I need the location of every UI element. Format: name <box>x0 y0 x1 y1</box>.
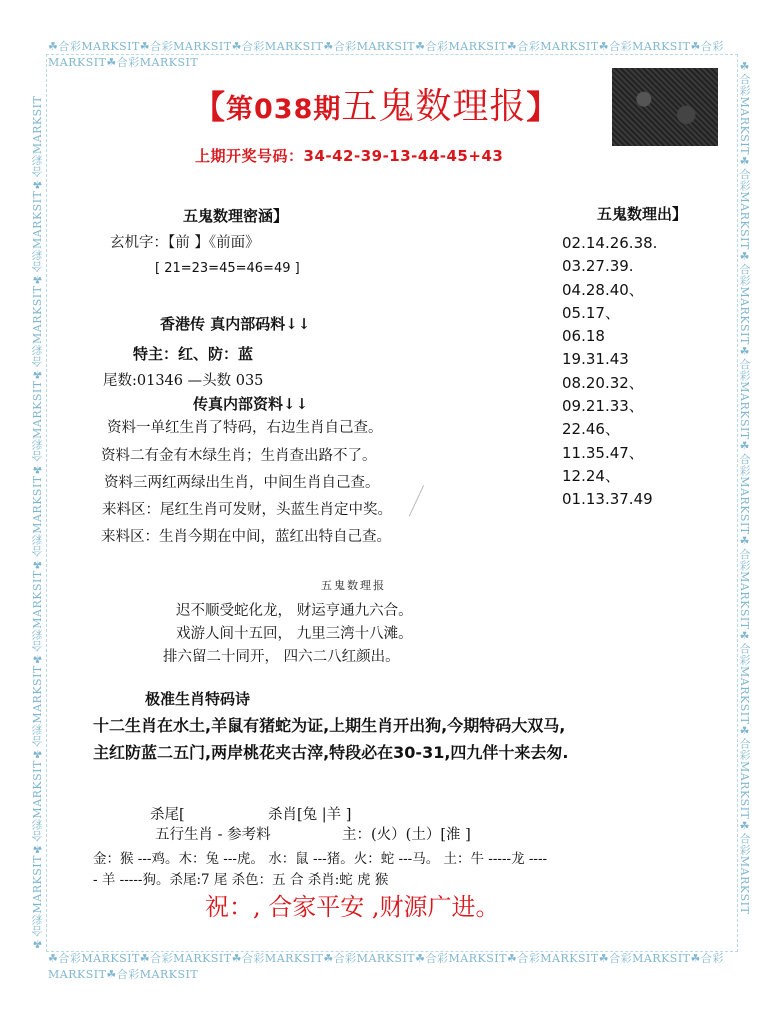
title-bracket-open: 【 <box>193 88 227 126</box>
watermark-left: ☘合彩MARKSIT☘合彩MARKSIT☘合彩MARKSIT☘合彩MARKSIT☘合彩MARKSIT☘合彩MARKSIT☘合彩MARKSIT☘合彩MARKSIT☘合彩MARKSIT <box>31 95 44 950</box>
number-list-item: 03.27.39. <box>562 257 634 276</box>
section-title-chu: 五鬼数理出】 <box>597 205 688 223</box>
material-item-3: 资料三两红两绿出生肖，中间生肖自己查。 <box>104 475 380 491</box>
material-item-5: 来料区：生肖今期在中间，蓝红出特自己查。 <box>101 529 391 545</box>
number-list-item: 01.13.37.49 <box>562 490 653 509</box>
number-list-item: 22.46、 <box>562 420 620 439</box>
poem-line-3: 排六留二十同开， 四六二八红颜出。 <box>163 649 400 665</box>
shaxiao-label: 杀肖[兔 |羊 ] <box>268 807 352 823</box>
weishu-text: 尾数:01346 —头数 035 <box>103 373 264 389</box>
issue-number: 第038期 <box>226 94 342 125</box>
number-list-item: 04.28.40、 <box>562 280 644 299</box>
number-list <box>562 232 657 512</box>
shawei-label: 杀尾[ <box>150 807 185 823</box>
number-list-item: 11.35.47、 <box>562 443 644 462</box>
zodiac-poem-line-2: 主红防蓝二五门,两岸桃花夹古滓,特段必在30-31,四九伴十来去匆. <box>93 743 569 762</box>
number-list-item: 02.14.26.38. <box>562 234 658 252</box>
page-title <box>193 78 559 129</box>
watermark-right: ☘合彩MARKSIT☘合彩MARKSIT☘合彩MARKSIT☘合彩MARKSIT☘合彩MARKSIT☘合彩MARKSIT☘合彩MARKSIT☘合彩MARKSIT☘合彩MARKSIT <box>738 60 751 915</box>
section-title-mihan: 五鬼数理密涵】 <box>183 207 289 225</box>
number-list-item: 19.31.43 <box>562 350 629 369</box>
number-list-item: 09.21.33、 <box>562 397 644 416</box>
number-list-item: 08.20.32、 <box>562 373 644 392</box>
qr-code-image <box>612 68 718 146</box>
material-item-2: 资料二有金有木绿生肖；生肖查出路不了。 <box>101 448 377 464</box>
hk-fax-title: 香港传 真内部码料↓↓ <box>160 315 311 333</box>
poem-line-1: 迟不顺受蛇化龙， 财运亨通九六合。 <box>176 603 413 619</box>
tezhu-text: 特主：红、防：蓝 <box>133 345 254 363</box>
wuxing-label: 五行生肖 - 参考料 <box>155 827 271 843</box>
poem-line-2: 戏游人间十五回， 九里三湾十八滩。 <box>176 626 413 642</box>
zhu-label: 主：(火）(土）[淮 ] <box>342 827 471 843</box>
previous-draw-numbers: 上期开奖号码：34-42-39-13-44-45+43 <box>195 147 504 165</box>
blessing-text: 祝：, 合家平安 ,财源广进。 <box>205 893 500 921</box>
xuanji-text: 玄机字：【前 】《前面》 <box>110 235 260 251</box>
number-list-item: 06.18 <box>562 327 605 346</box>
fax-material-title: 传真内部资料↓↓ <box>193 395 309 413</box>
five-elements-line: 金：猴 ---鸡。木：兔 ---虎。 水：鼠 ---猪。火：蛇 ---马。 土：牛 -----龙 ---- <box>93 851 548 867</box>
watermark-bottom: ☘合彩MARKSIT☘合彩MARKSIT☘合彩MARKSIT☘合彩MARKSIT☘合彩MARKSIT☘合彩MARKSIT☘合彩MARKSIT☘合彩MARKSIT☘合彩MARKSIT <box>48 952 724 981</box>
kill-summary-line: - 羊 -----狗。杀尾:7 尾 杀色：五 合 杀肖:蛇 虎 猴 <box>93 872 389 888</box>
zodiac-poem-line-1: 十二生肖在水土,羊鼠有猪蛇为证,上期生肖开出狗,今期特码大双马, <box>93 716 566 735</box>
material-item-4: 来料区：尾红生肖可发财，头蓝生肖定中奖。 <box>102 502 392 518</box>
title-bracket-close: 】 <box>526 88 560 126</box>
material-item-1: 资料一单红生肖了特码，右边生肖自己查。 <box>107 420 383 436</box>
poem-title: 五鬼数理报 <box>321 579 386 592</box>
number-equation: [ 21=23=45=46=49 ] <box>155 261 300 276</box>
number-list-item: 05.17、 <box>562 303 620 322</box>
paper-name: 五鬼数理报 <box>341 86 527 127</box>
zodiac-poem-title: 极准生肖特码诗 <box>145 690 251 708</box>
watermark-top: ☘合彩MARKSIT☘合彩MARKSIT☘合彩MARKSIT☘合彩MARKSIT☘合彩MARKSIT☘合彩MARKSIT☘合彩MARKSIT☘合彩MARKSIT☘合彩MARKSIT <box>48 40 724 69</box>
number-list-item: 12.24、 <box>562 466 620 485</box>
